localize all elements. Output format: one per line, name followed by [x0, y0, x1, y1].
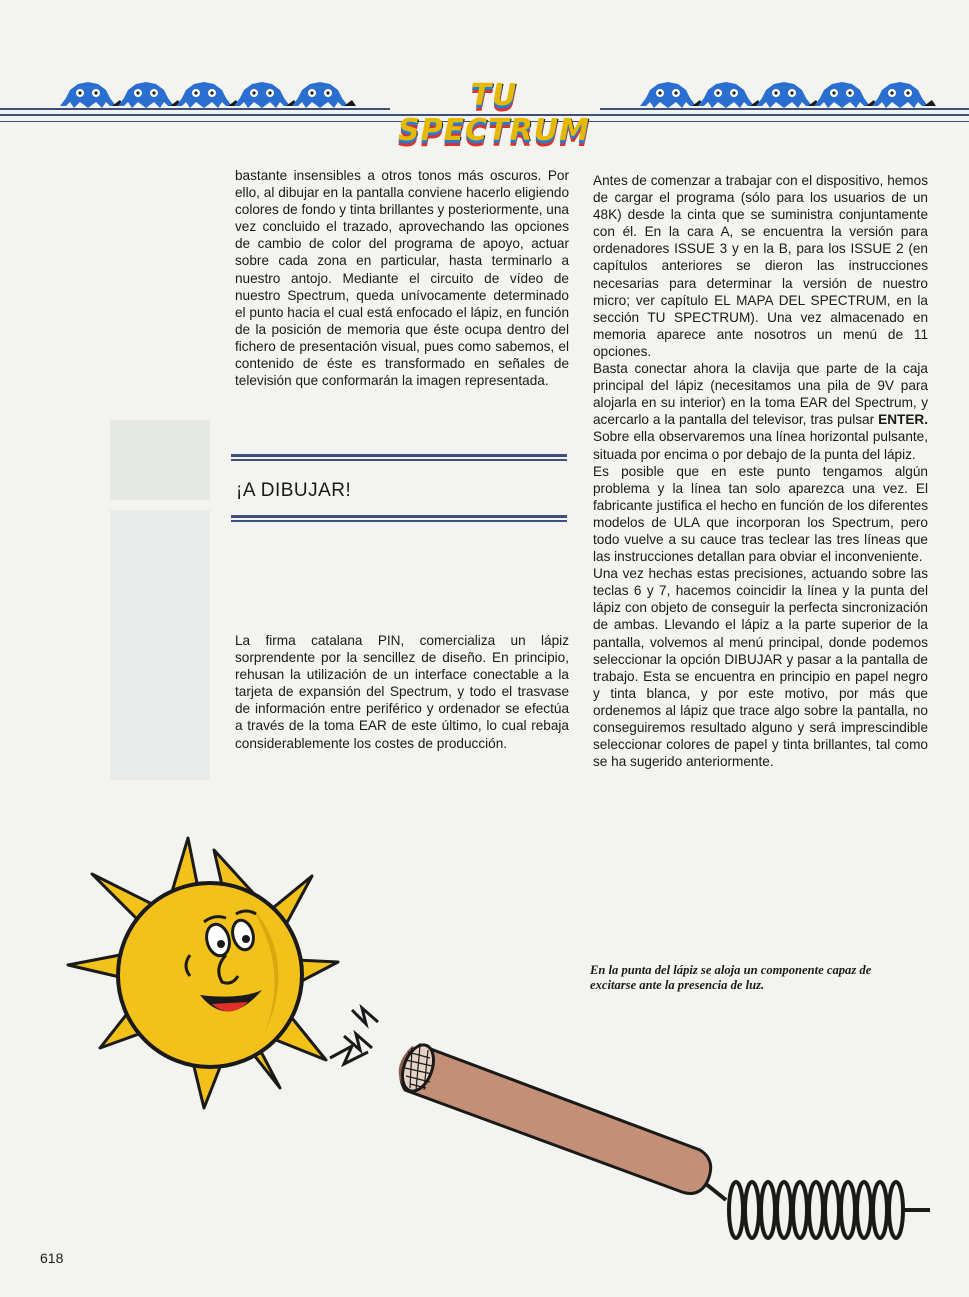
intro-paragraph: bastante insensibles a otros tonos más oscuros. Por ello, al dibujar en la pantalla conviene hacerlo eligiendo colores de fondo y tinta brillantes y posteriormente, una vez concluido el trazado, aprovechando las opciones de cambio de color del programa de apoyo, actuar sobre cada zona en particular, hasta terminarlo a nuestro antojo. Mediante el circuito de vídeo de nuestro Spectrum, queda unívocamente determinado el punto hacia el cual está enfocado el lápiz, en función de la posición de memoria que éste ocupa dentro del fichero de presentación visual, pues como sabemos, el contenido de éste es transformado en señales de televisión que conformarán la imagen representada. — [235, 168, 569, 389]
section-title: ¡A DIBUJAR! — [236, 480, 352, 501]
section-paragraph: La firma catalana PIN, comercializa un lápiz sorprendente por la sencillez de diseño. En principio, rehusan la utilización de un interface conectable a la tarjeta de expansión del Spectrum, y todo el trasvase de información entre periférico y ordenador se efectúa a través de la toma EAR de este último, lo cual rebaja considerablemente los costes de producción. — [235, 633, 569, 751]
illustration-caption: En la punta del lápiz se aloja un componente capaz de excitarse ante la presencia de luz. — [590, 963, 872, 992]
light-spark-lines — [330, 1008, 378, 1064]
page-number: 618 — [40, 1250, 64, 1266]
right-paragraph-1: Antes de comenzar a trabajar con el dispositivo, hemos de cargar el programa (sólo para los usuarios de un 48K) desde la cinta que se suministra conjuntamente con él. En la cara A, se encuentra la versión para ordenadores ISSUE 3 y en la B, para los ISSUE 2 (en capítulos anteriores se dieron las instrucciones necesarias para determinar la versión de nuestro micro; ver capítulo EL MAPA DEL SPECTRUM, en la sección TU SPECTRUM). Una vez almacenado en memoria aparece ante nosotros un menú de 11 opciones. — [593, 173, 928, 359]
right-paragraph-4: Una vez hechas estas precisiones, actuando sobre las teclas 6 y 7, hacemos coincidir la línea y la punta del lápiz con objeto de conseguir la perfecta sincronización de ambas. Llevando el lápiz a la parte superior de la pantalla, volvemos al menú principal, donde podemos seleccionar la opción DIBUJAR y pasar a la pantalla de trabajo. Esta se encuentra en principio en papel negro y tinta blanca, y por este motivo, por más que ordenemos al lápiz que trace algo sobre la pantalla, no conseguiremos resultado alguno y será imprescindible seleccionar colores de papel y tinta brillantes, tal como se ha sugerido anteriormente. — [593, 566, 928, 770]
p2-text-after: Sobre ella observaremos una línea horizontal pulsante, situada por encima o por debajo de la punta del lápiz. — [593, 429, 928, 462]
pen-coiled-cable — [706, 1182, 930, 1238]
enter-keyword: ENTER. — [878, 412, 928, 428]
right-paragraph-3: Es posible que en este punto tengamos algún problema y la línea tan solo aparezca una vez. El fabricante justifica el hecho en función de los diferentes modelos de ULA que incorporan los Spectrum, pero todo vuelve a su cauce tras teclear las tres líneas que las instrucciones detallan para obviar el inconveniente. — [593, 463, 928, 565]
p2-text-before: Basta conectar ahora la clavija que parte de la caja principal del lápiz (necesitamos una pila de 9V para alojarla en su interior) en la toma EAR del Spectrum, y acercarlo a la pantalla del televisor, tras pulsar — [593, 361, 928, 428]
light-pen — [397, 1041, 711, 1194]
section-brand-title: TU SPECTRUM — [398, 78, 590, 148]
